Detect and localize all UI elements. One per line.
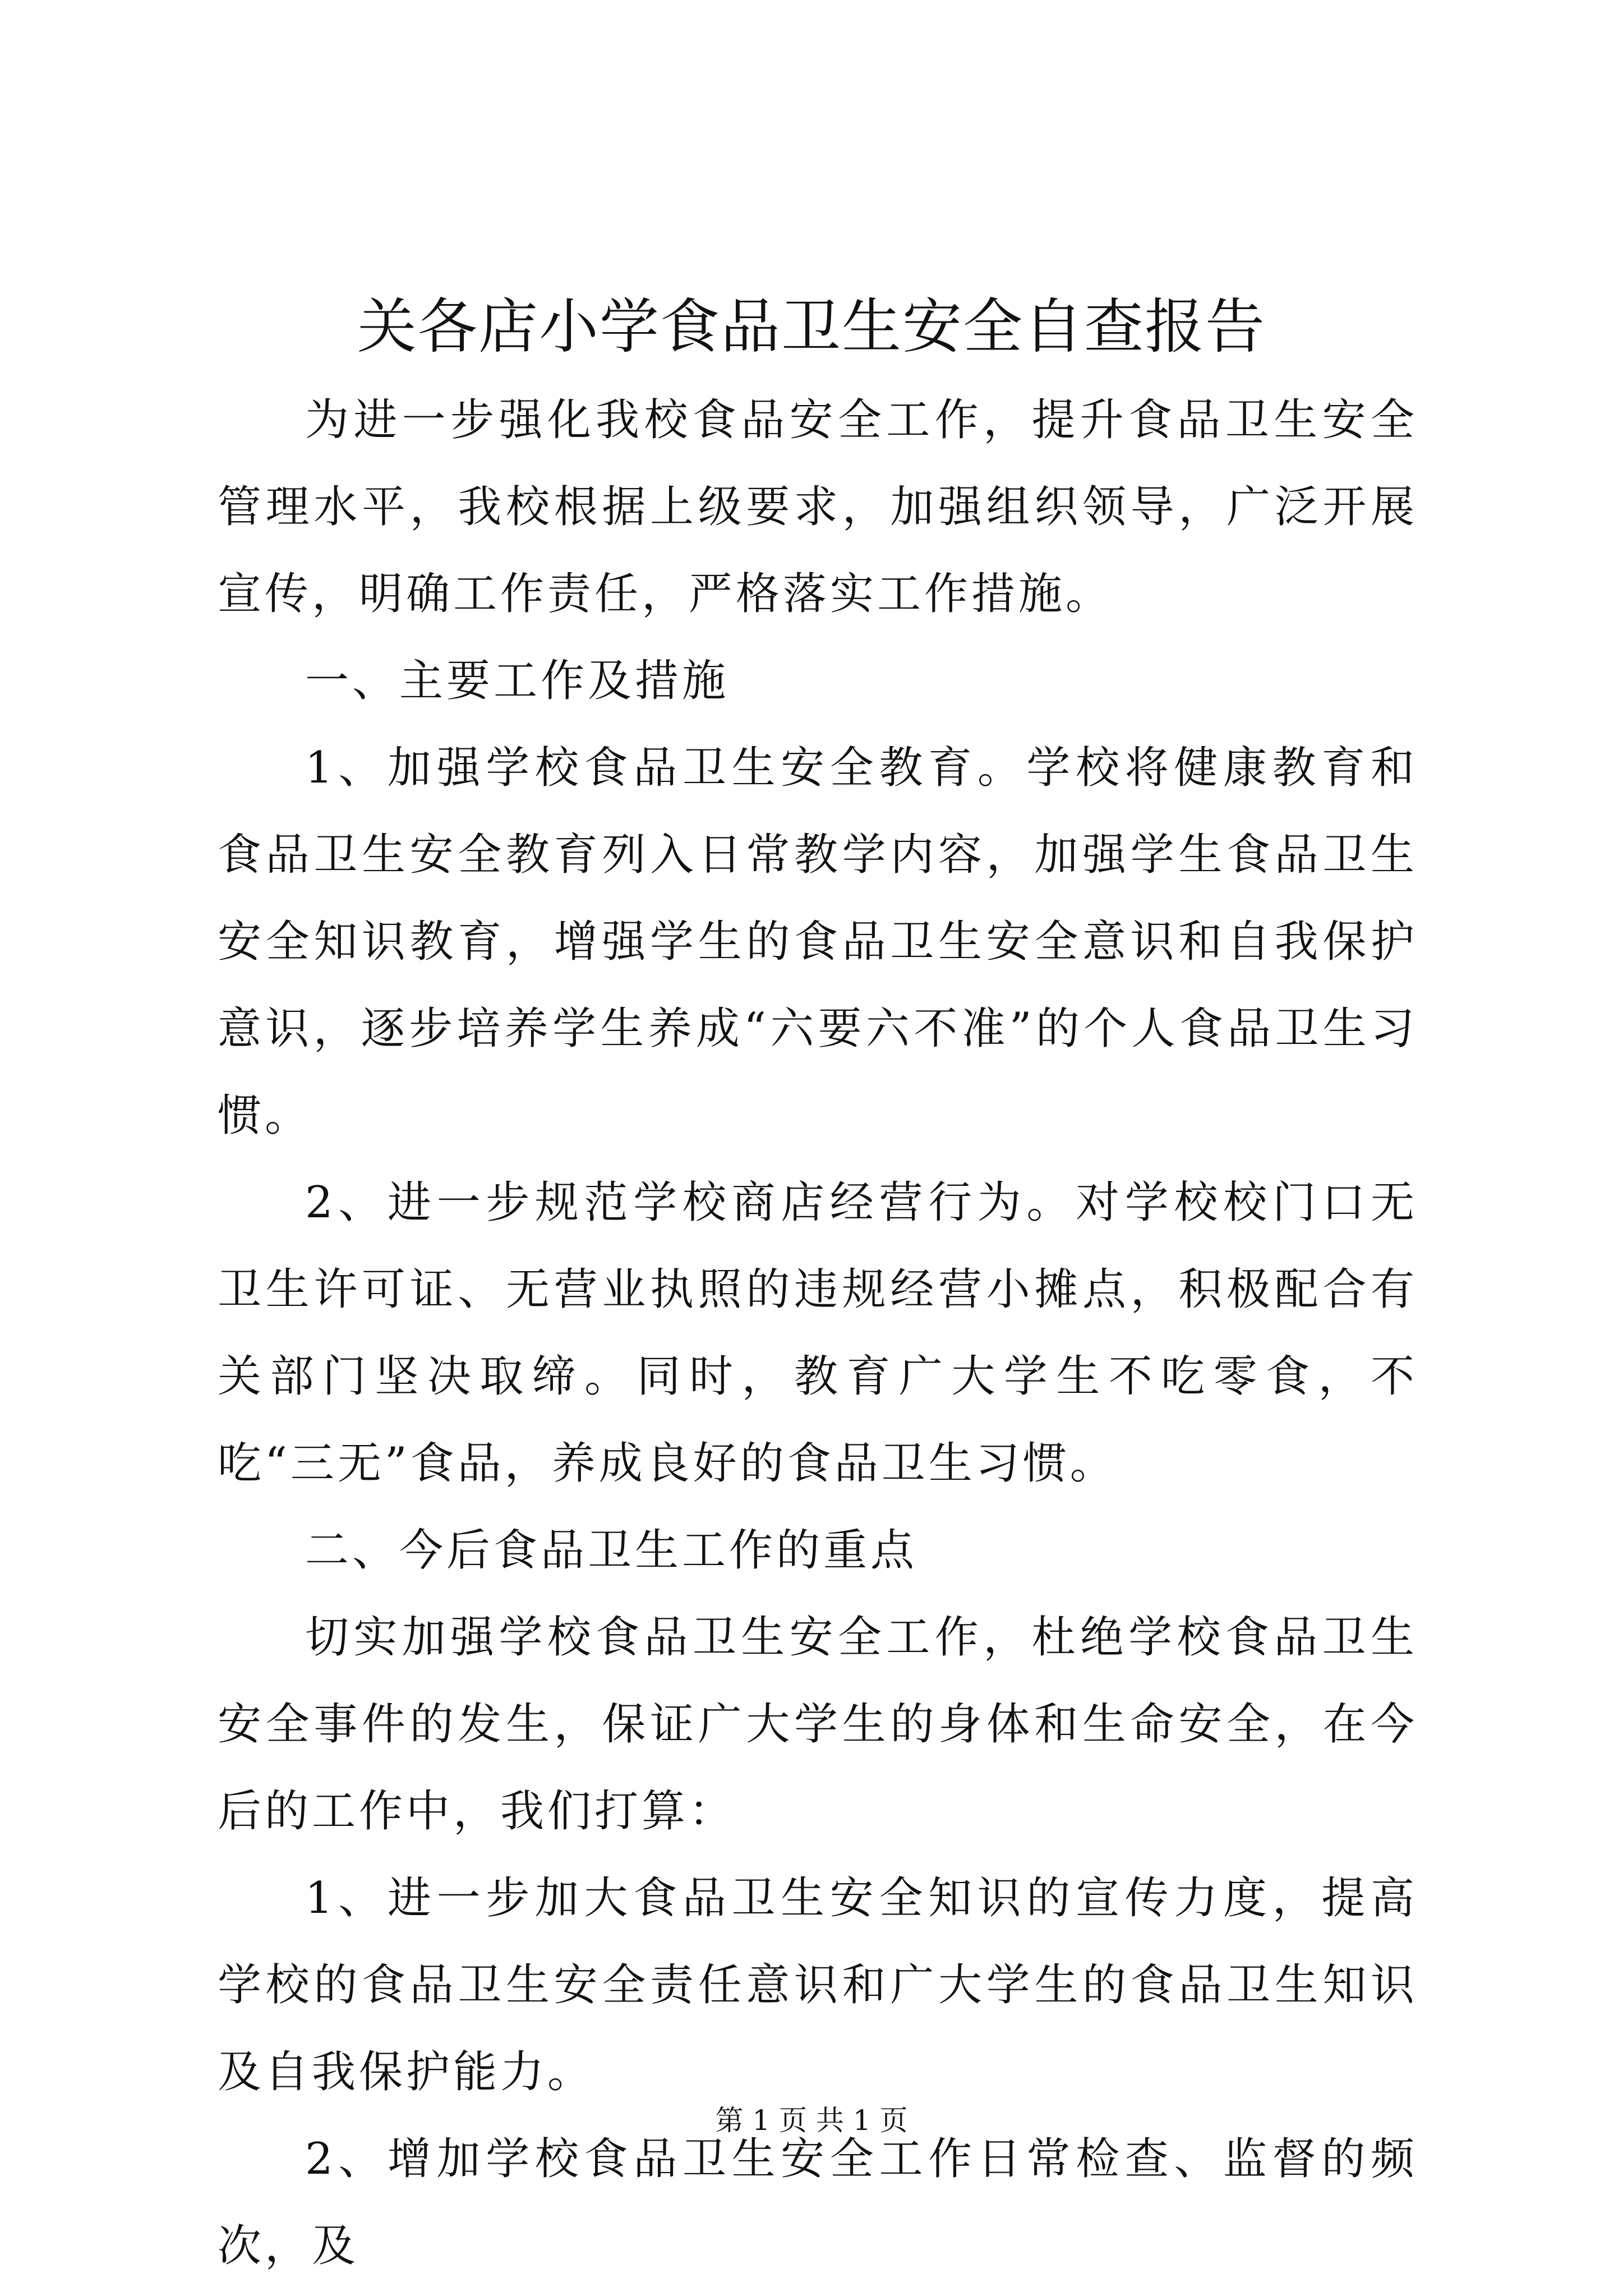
document-body [218,377,1418,2290]
body-paragraph: 切实加强学校食品卫生安全工作，杜绝学校食品卫生安全事件的发生，保证广大学生的身体和生命安全，在今后的工作中，我们打算： [218,1612,1418,1837]
body-paragraph: 2、增加学校食品卫生安全工作日常检查、监督的频次，及 [218,2134,1418,2271]
section-heading-1: 一、主要工作及措施 [305,656,730,706]
body-paragraph: 1、加强学校食品卫生安全教育。学校将健康教育和食品卫生安全教育列入日常教学内容，加强学生食品卫生安全知识教育，增强学生的食品卫生安全意识和自我保护意识，逐步培养学生养成“六要六不准”的个人食品卫生习惯。 [218,743,1418,1141]
section-heading-2: 二、今后食品卫生工作的重点 [305,1525,918,1576]
intro-paragraph: 为进一步强化我校食品安全工作，提升食品卫生安全管理水平，我校根据上级要求，加强组织领导，广泛开展宣传，明确工作责任，严格落实工作措施。 [218,395,1418,619]
document-title: 关各店小学食品卫生安全自查报告 [357,292,1266,361]
page-number-footer: 第 1 页 共 1 页 [715,2104,908,2137]
body-paragraph: 1、进一步加大食品卫生安全知识的宣传力度，提高学校的食品卫生安全责任意识和广大学生的食品卫生知识及自我保护能力。 [218,1873,1418,2097]
body-paragraph: 2、进一步规范学校商店经营行为。对学校校门口无卫生许可证、无营业执照的违规经营小摊点，积极配合有关部门坚决取缔。同时，教育广大学生不吃零食，不吃“三无”食品，养成良好的食品卫生习惯。 [218,1177,1418,1489]
